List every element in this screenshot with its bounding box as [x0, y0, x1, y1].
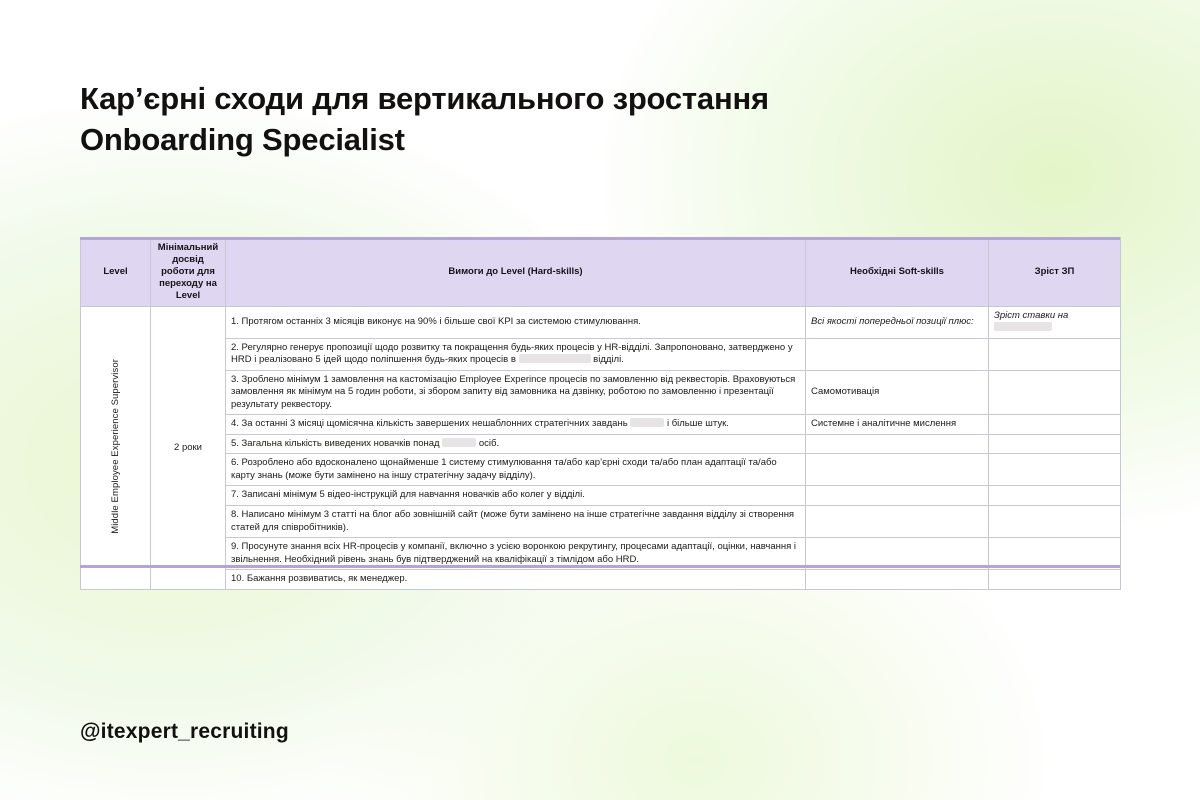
salary-cell [989, 307, 1121, 339]
soft-skill-item [806, 570, 989, 590]
soft-skill-item: Системне і аналітичне мислення [806, 415, 989, 435]
redacted-value [519, 354, 591, 363]
hard-skill-item: 5. Загальна кількість виведених новачків понад осіб. [226, 434, 806, 454]
hard-skill-item: 8. Написано мінімум 3 статті на блог або зовнішній сайт (може бути замінено на інше стратегічне завдання відділу зі створення статей для співробітників). [226, 506, 806, 538]
soft-skill-item [806, 454, 989, 486]
level-label: Middle Employee Experience Supervisor [110, 358, 121, 534]
soft-skill-item [806, 434, 989, 454]
soft-skill-item [806, 338, 989, 370]
hard-skill-item: 1. Протягом останніх 3 місяців виконує на 90% і більше свої KPI за системою стимулювання. [226, 307, 806, 339]
soft-skill-item [806, 506, 989, 538]
salary-empty-cell [989, 338, 1121, 370]
redacted-value [630, 418, 664, 427]
hard-skill-item: 3. Зроблено мінімум 1 замовлення на кастомізацію Employee Experince процесів по замовленню від реквесторів. Враховуються замовлення як мінімум на 5 годин роботи, зі збором запиту від замовника на дзвінку, роботою по замовленню і презентації результату реквестору. [226, 370, 806, 415]
table-row [81, 570, 1121, 590]
table-row [81, 506, 1121, 538]
salary-empty-cell [989, 415, 1121, 435]
column-header-hard-skills: Вимоги до Level (Hard-skills) [226, 238, 806, 307]
salary-empty-cell [989, 506, 1121, 538]
column-header-soft-skills: Необхідні Soft-skills [806, 238, 989, 307]
level-cell [81, 307, 151, 590]
table-bottom-accent-bar [80, 565, 1120, 568]
hard-skill-item: 2. Регулярно генерує пропозиції щодо розвитку та покращення будь-яких процесів у HR-відділі. Запропоновано, затверджено у HRD і реалізовано 5 ідей щодо поліпшення будь-яких процесів в відділі. [226, 338, 806, 370]
soft-skill-item [806, 486, 989, 506]
redacted-value [994, 322, 1052, 331]
salary-empty-cell [989, 486, 1121, 506]
hard-skill-item: 4. За останні 3 місяці щомісячна кількість завершених нешаблонних стратегічних завдань і більше штук. [226, 415, 806, 435]
table-header-row [81, 238, 1121, 307]
table-row [81, 454, 1121, 486]
column-header-level: Level [81, 238, 151, 307]
hard-skill-item: 9. Просунуте знання всіх HR-процесів у компанії, включно з усією воронкою рекрутингу, процесами адаптації, оцінки, навчання і звільнення. Необхідний рівень знань був підтверджений на кваліфікації з тімлідом або HRD. [226, 538, 806, 570]
soft-skill-item: Всі якості попередньої позиції плюс: [806, 307, 989, 339]
table-row [81, 307, 1121, 339]
account-handle: @itexpert_recruiting [80, 720, 289, 743]
page-title: Кар’єрні сходи для вертикального зростання Onboarding Specialist [80, 81, 769, 158]
salary-empty-cell [989, 370, 1121, 415]
table-row [81, 370, 1121, 415]
soft-skill-item: Самомотивація [806, 370, 989, 415]
hard-skill-item: 6. Розроблено або вдосконалено щонайменше 1 систему стимулювання та/або кар’єрні сходи та/або план адаптації та/або карту знань (може бути замінено на іншу стратегічну задачу відділу). [226, 454, 806, 486]
hard-skill-item: 10. Бажання розвиватись, як менеджер. [226, 570, 806, 590]
table-row [81, 434, 1121, 454]
salary-text: Зріст ставки на [994, 310, 1069, 321]
salary-empty-cell [989, 570, 1121, 590]
career-ladder-table [80, 237, 1120, 590]
salary-empty-cell [989, 454, 1121, 486]
table-row [81, 415, 1121, 435]
table-top-accent-bar [80, 237, 1120, 240]
experience-cell: 2 роки [151, 307, 226, 590]
column-header-salary: Зріст ЗП [989, 238, 1121, 307]
hard-skill-item: 7. Записані мінімум 5 відео-інструкцій для навчання новачків або колег у відділі. [226, 486, 806, 506]
salary-empty-cell [989, 434, 1121, 454]
table-row [81, 338, 1121, 370]
table-row [81, 486, 1121, 506]
redacted-value [442, 438, 476, 447]
column-header-experience: Мінімальний досвід роботи для переходу на Level [151, 238, 226, 307]
